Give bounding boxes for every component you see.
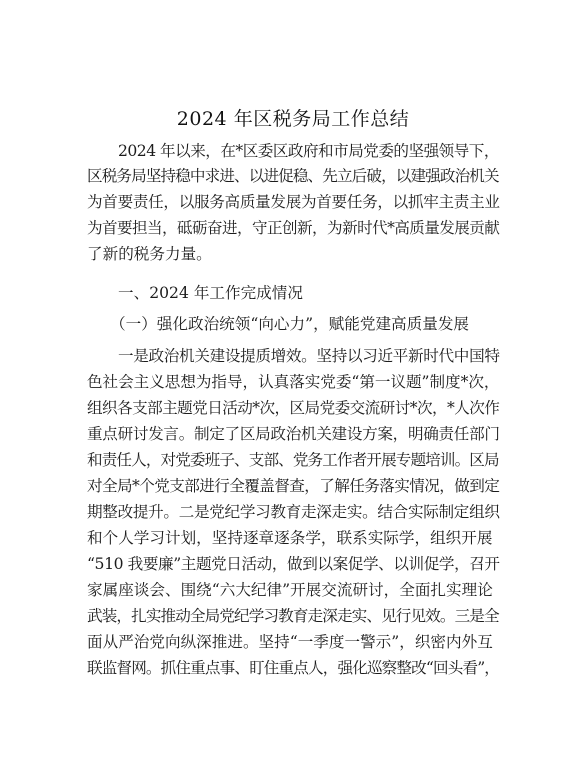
body-line-1: 一是政治机关建设提质增效。坚持以习近平新时代中国特: [118, 347, 500, 365]
body-line-7: 期整改提升。二是党纪学习教育走深走实。结合实际制定组织: [87, 503, 500, 521]
document-title: 2024 年区税务局工作总结: [176, 108, 410, 130]
body-line-3: 组织各支部主题党日活动*次，区局党委交流研讨*次，*人次作: [87, 399, 500, 417]
intro-line-2: 区税务局坚持稳中求进、以进促稳、先立后破，以建强政治机关: [87, 167, 499, 185]
body-line-8: 和个人学习计划，坚持逐章逐条学，联系实际学，组织开展: [87, 529, 493, 547]
body-line-4: 重点研讨发言。制定了区局政治机关建设方案，明确责任部门: [87, 425, 500, 443]
intro-line-1: 2024 年以来，在*区委区政府和市局党委的坚强领导下，: [118, 142, 499, 160]
body-line-12: 面从严治党向纵深推进。坚持“一季度一警示”，织密内外互: [87, 633, 493, 651]
body-line-9: “510 我要廉”主题党日活动，做到以案促学、以训促学，召开: [87, 555, 500, 573]
intro-line-4: 为首要担当，砥砺奋进，守正创新，为新时代*高质量发展贡献: [87, 219, 500, 237]
section-heading: 一、2024 年工作完成情况: [118, 284, 303, 302]
body-line-10: 家属座谈会、围绕“六大纪律”开展交流研讨，全面扎实理论: [87, 581, 493, 599]
body-line-6: 对全局*个党支部进行全覆盖督查，了解任务落实情况，做到定: [87, 477, 500, 495]
intro-line-5: 了新的税务力量。: [87, 245, 212, 263]
body-line-11: 武装，扎实推动全局党纪学习教育走深走实、见行见效。三是全: [87, 607, 499, 625]
body-line-5: 和责任人，对党委班子、支部、党务工作者开展专题培训。区局: [87, 451, 499, 469]
subsection-heading: （一）强化政治统领“向心力”，赋能党建高质量发展: [110, 315, 470, 333]
intro-line-3: 为首要责任，以服务高质量发展为首要任务，以抓牢主责主业: [87, 193, 500, 211]
body-line-2: 色社会主义思想为指导，认真落实党委“第一议题”制度*次，: [87, 373, 500, 391]
body-line-13: 联监督网。抓住重点事、盯住重点人，强化巡察整改“回头看”，: [87, 659, 500, 677]
